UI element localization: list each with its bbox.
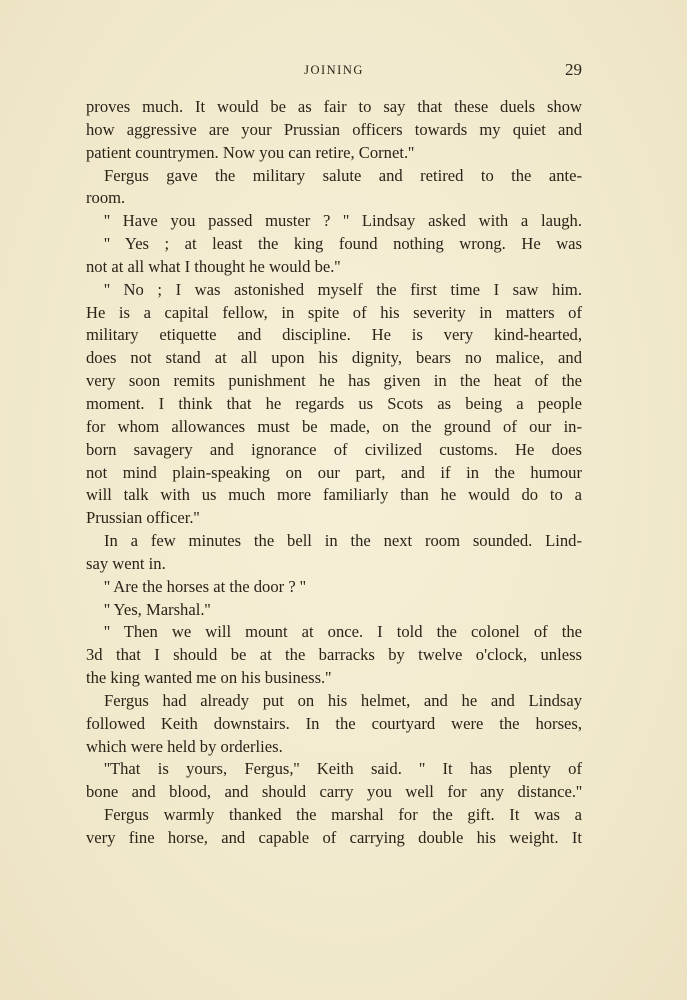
text-line: Fergus had already put on his helmet, and he and Lindsay [104,690,582,710]
text-line: ''That is yours, Fergus,'' Keith said. '' It has plenty of [104,759,582,779]
text-line: followed Keith downstairs. In the courtyard were the horses, [86,713,582,733]
text-line: military etiquette and discipline. He is very kind-hearted, [86,325,582,345]
text-line: very soon remits punishment he has given in the heat of the [86,371,582,391]
text-line: not mind plain-speaking on our part, and if in the humour [86,462,582,482]
body-text [86,96,582,850]
text-line: will talk with us much more familiarly than he would do to a [86,485,582,505]
text-line: '' Are the horses at the door ? '' [104,576,306,596]
text-line: Prussian officer.'' [86,508,200,528]
text-line: very fine horse, and capable of carrying double his weight. It [86,828,582,847]
text-line: proves much. It would be as fair to say that these duels show [86,97,582,116]
running-head: JOINING [304,63,364,77]
text-line: does not stand at all upon his dignity, bears no malice, and [86,348,582,368]
text-line: not at all what I thought he would be.'' [86,256,341,276]
text-line: In a few minutes the bell in the next room sounded. Lind- [104,531,582,551]
text-line: '' Then we will mount at once. I told the colonel of the [104,622,582,642]
text-line: patient countrymen. Now you can retire, Cornet.'' [86,142,415,162]
text-line: born savagery and ignorance of civilized customs. He does [86,439,582,459]
text-line: '' Yes, Marshal.'' [104,599,211,619]
text-line: Fergus gave the military salute and retired to the ante- [104,165,582,185]
text-line: He is a capital fellow, in spite of his severity in matters of [86,302,582,322]
text-line: '' Yes ; at least the king found nothing wrong. He was [104,234,582,254]
text-line: bone and blood, and should carry you well for any distance.'' [86,782,582,802]
text-line: how aggressive are your Prussian officers towards my quiet and [86,119,582,139]
text-line: 3d that I should be at the barracks by twelve o'clock, unless [86,645,582,665]
page-header [86,60,582,82]
text-line: the king wanted me on his business.'' [86,668,332,688]
text-line: Fergus warmly thanked the marshal for the gift. It was a [104,805,582,825]
text-line: moment. I think that he regards us Scots as being a people [86,393,582,413]
page-number: 29 [565,60,582,79]
text-line: say went in. [86,553,166,573]
text-line: which were held by orderlies. [86,736,283,756]
text-line: '' No ; I was astonished myself the first time I saw him. [104,279,582,299]
text-line: '' Have you passed muster ? '' Lindsay asked with a laugh. [104,211,582,231]
text-line: for whom allowances must be made, on the ground of our in- [86,416,582,436]
text-line: room. [86,188,126,208]
